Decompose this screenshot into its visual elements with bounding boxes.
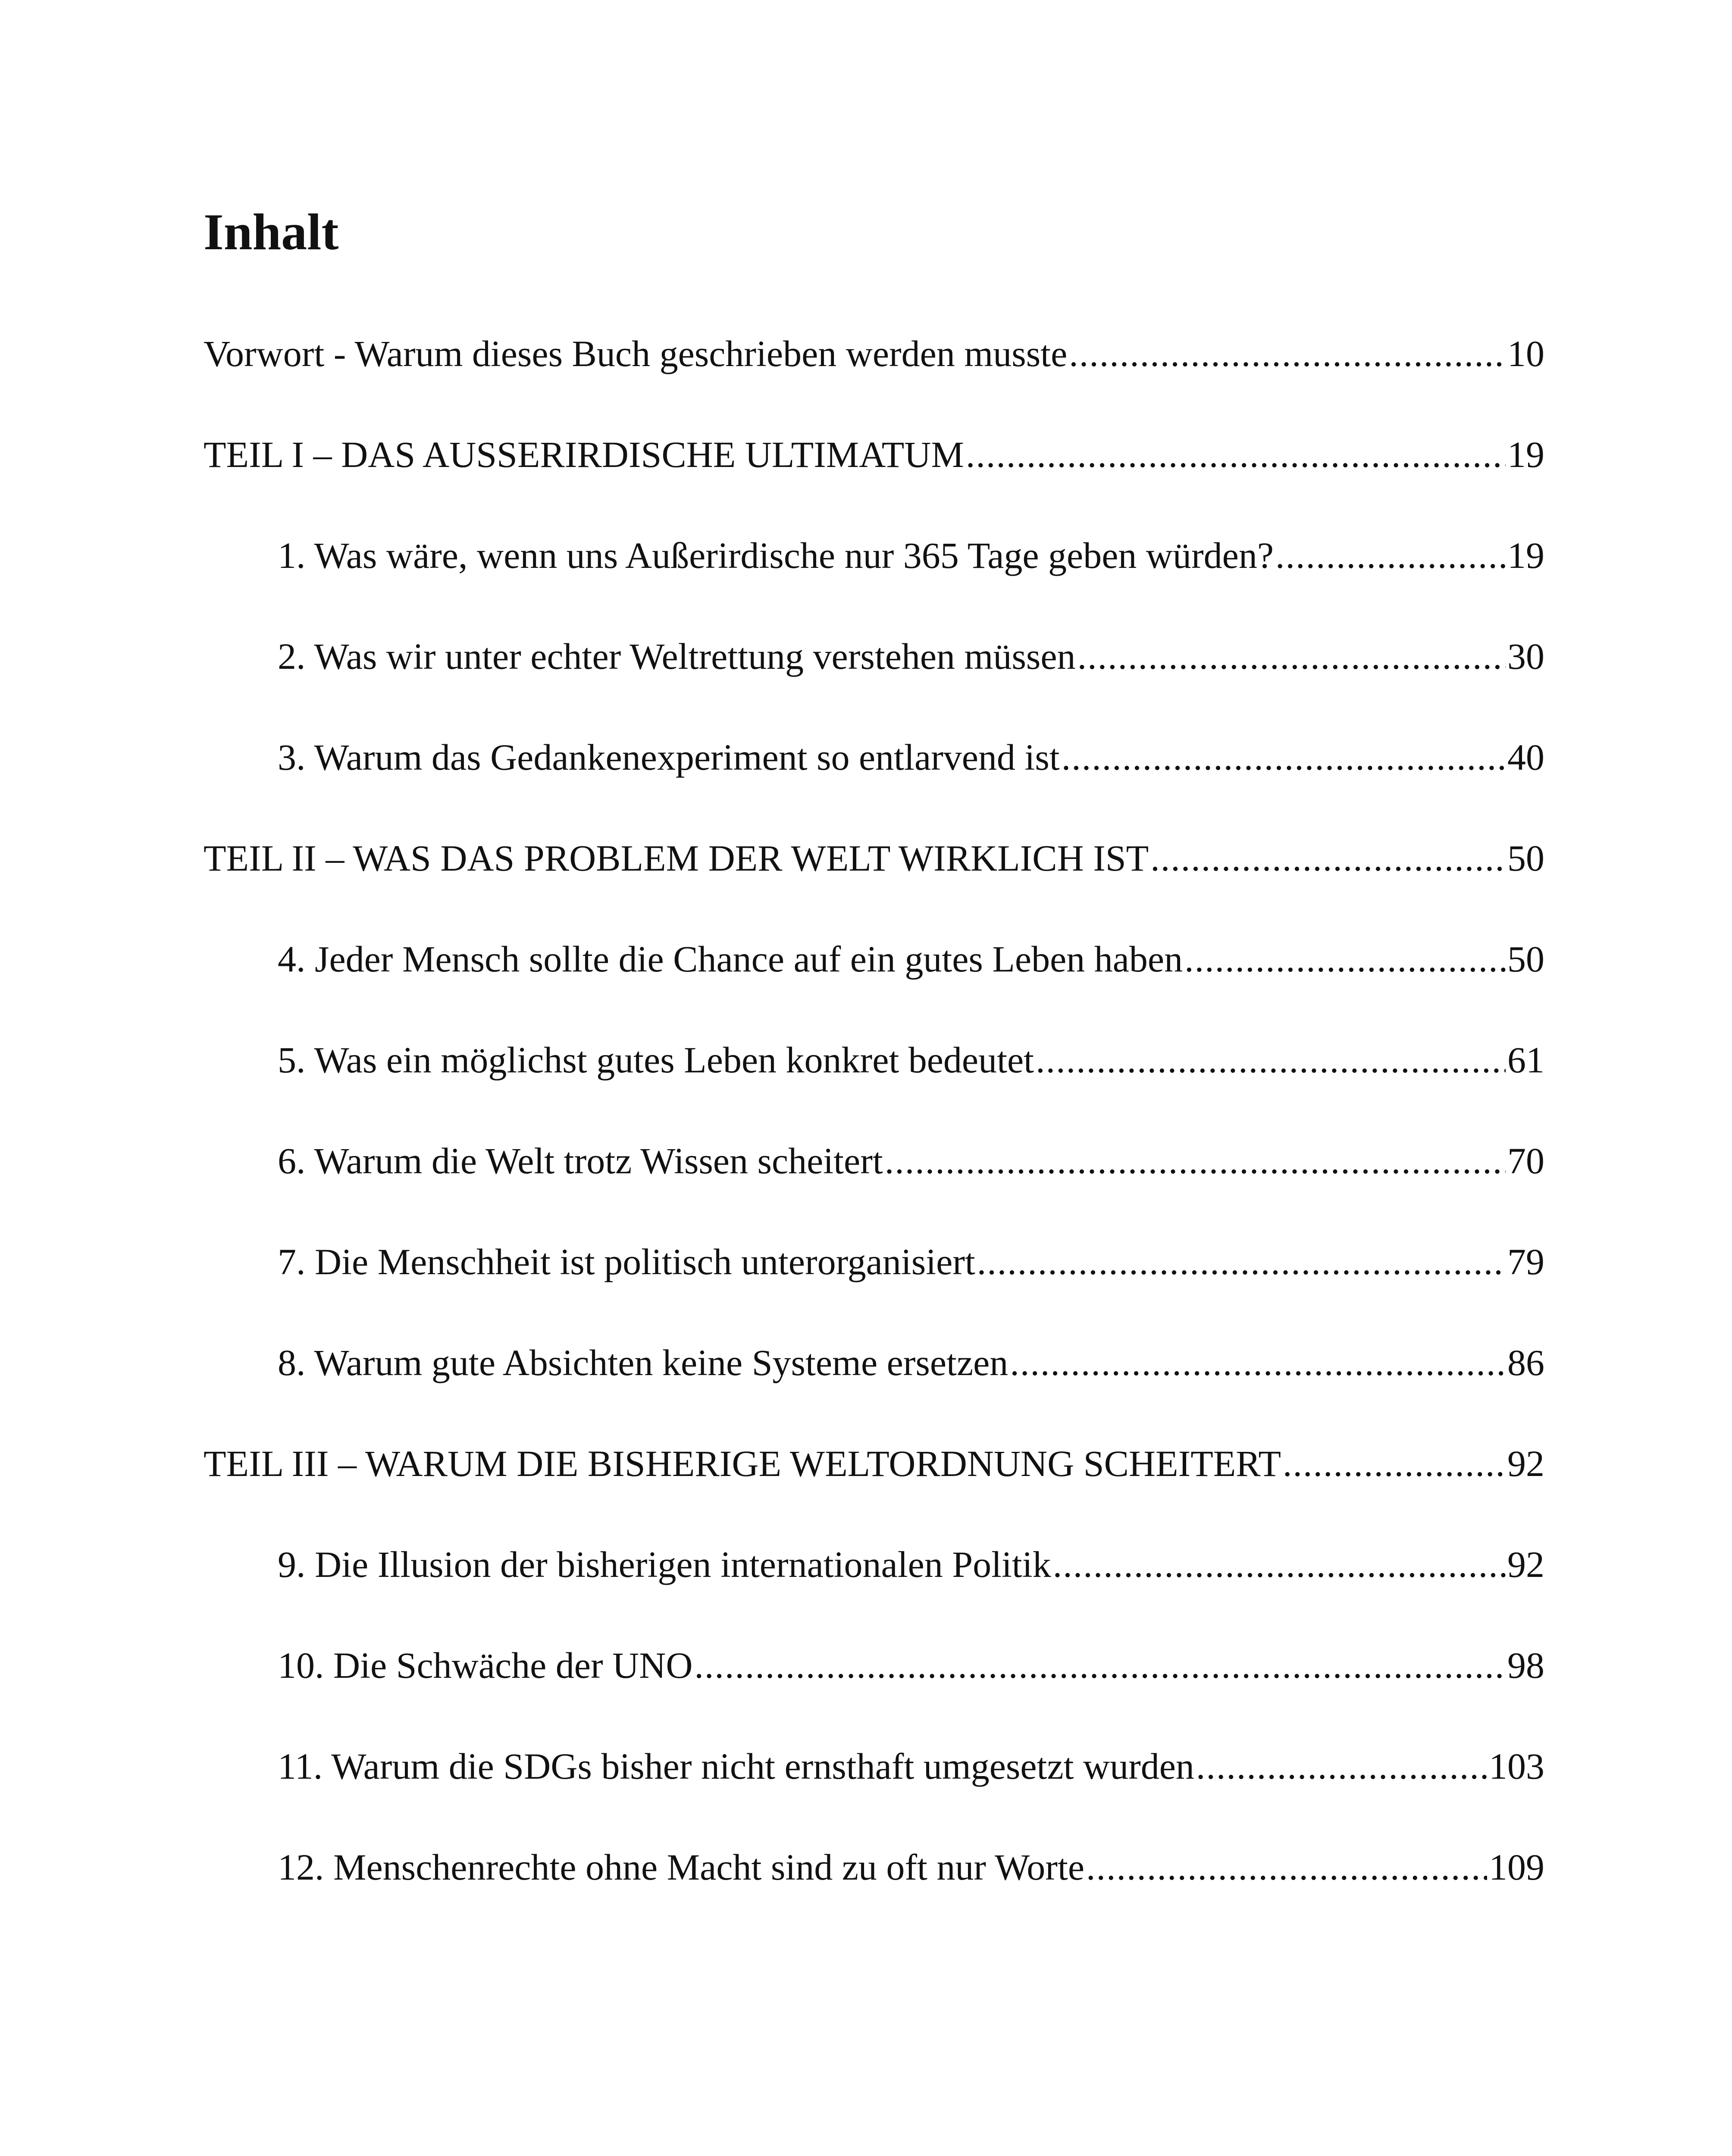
table-of-contents: [204, 319, 1544, 1934]
toc-entry-chapter-10: [204, 1631, 1544, 1732]
toc-page-number: 50: [1507, 938, 1544, 980]
toc-entry-label: TEIL III – WARUM DIE BISHERIGE WELTORDNUNG SCHEITERT: [204, 1443, 1281, 1484]
toc-page-number: 92: [1507, 1544, 1544, 1585]
toc-page-number: 109: [1489, 1846, 1544, 1888]
page-title: Inhalt: [204, 203, 339, 260]
toc-page-number: 50: [1507, 837, 1544, 879]
toc-entry-label: 12. Menschenrechte ohne Macht sind zu oft nur Worte: [278, 1846, 1085, 1888]
toc-leader-dots: [694, 1631, 1506, 1700]
toc-entry-chapter-4: [204, 924, 1544, 1025]
toc-page-number: 30: [1507, 636, 1544, 677]
toc-entry-label: 4. Jeder Mensch sollte die Chance auf ein gutes Leben haben: [278, 938, 1183, 980]
toc-entry-label: 3. Warum das Gedankenexperiment so entlarvend ist: [278, 736, 1060, 778]
toc-entry-vorwort: [204, 319, 1544, 420]
toc-leader-dots: [1196, 1732, 1487, 1801]
toc-page-number: 103: [1489, 1745, 1544, 1787]
toc-leader-dots: [1077, 622, 1506, 691]
toc-entry-chapter-12: [204, 1833, 1544, 1934]
toc-leader-dots: [1053, 1530, 1506, 1599]
toc-page-number: 92: [1507, 1443, 1544, 1484]
toc-entry-label: 6. Warum die Welt trotz Wissen scheitert: [278, 1140, 883, 1181]
toc-entry-label: 9. Die Illusion der bisherigen internationalen Politik: [278, 1544, 1051, 1585]
toc-entry-teil-1: [204, 420, 1544, 521]
toc-leader-dots: [966, 420, 1506, 489]
toc-entry-label: 11. Warum die SDGs bisher nicht ernsthaft umgesetzt wurden: [278, 1745, 1194, 1787]
toc-entry-teil-2: [204, 824, 1544, 924]
toc-leader-dots: [1184, 924, 1506, 993]
toc-leader-dots: [885, 1126, 1506, 1195]
toc-leader-dots: [977, 1227, 1506, 1296]
toc-leader-dots: [1283, 1429, 1506, 1498]
toc-page-number: 10: [1507, 333, 1544, 374]
toc-page-number: 19: [1507, 535, 1544, 576]
toc-entry-label: 8. Warum gute Absichten keine Systeme ersetzen: [278, 1342, 1009, 1383]
toc-entry-label: TEIL I – DAS AUSSERIRDISCHE ULTIMATUM: [204, 434, 964, 475]
toc-page-number: 19: [1507, 434, 1544, 475]
toc-entry-label: 10. Die Schwäche der UNO: [278, 1645, 693, 1686]
toc-page-number: 40: [1507, 736, 1544, 778]
toc-page-number: 70: [1507, 1140, 1544, 1181]
toc-entry-label: 2. Was wir unter echter Weltrettung verstehen müssen: [278, 636, 1076, 677]
toc-entry-chapter-8: [204, 1328, 1544, 1429]
toc-leader-dots: [1036, 1025, 1506, 1094]
toc-entry-label: 5. Was ein möglichst gutes Leben konkret bedeutet: [278, 1039, 1034, 1081]
toc-page-number: 79: [1507, 1241, 1544, 1282]
toc-entry-label: 1. Was wäre, wenn uns Außerirdische nur 365 Tage geben würden?: [278, 535, 1274, 576]
toc-leader-dots: [1086, 1833, 1487, 1902]
toc-page-number: 86: [1507, 1342, 1544, 1383]
toc-leader-dots: [1010, 1328, 1506, 1397]
toc-entry-chapter-11: [204, 1732, 1544, 1833]
toc-leader-dots: [1275, 521, 1506, 590]
toc-leader-dots: [1069, 319, 1506, 388]
toc-entry-chapter-3: [204, 723, 1544, 824]
toc-entry-chapter-7: [204, 1227, 1544, 1328]
toc-entry-chapter-2: [204, 622, 1544, 723]
toc-page-number: 98: [1507, 1645, 1544, 1686]
toc-entry-teil-3: [204, 1429, 1544, 1530]
toc-entry-chapter-9: [204, 1530, 1544, 1631]
toc-entry-label: 7. Die Menschheit ist politisch unterorganisiert: [278, 1241, 975, 1282]
toc-page-number: 61: [1507, 1039, 1544, 1081]
toc-leader-dots: [1062, 723, 1506, 792]
toc-leader-dots: [1150, 824, 1506, 893]
toc-entry-chapter-1: [204, 521, 1544, 622]
toc-entry-chapter-6: [204, 1126, 1544, 1227]
toc-entry-chapter-5: [204, 1025, 1544, 1126]
toc-entry-label: Vorwort - Warum dieses Buch geschrieben werden musste: [204, 333, 1068, 374]
toc-entry-label: TEIL II – WAS DAS PROBLEM DER WELT WIRKLICH IST: [204, 837, 1149, 879]
